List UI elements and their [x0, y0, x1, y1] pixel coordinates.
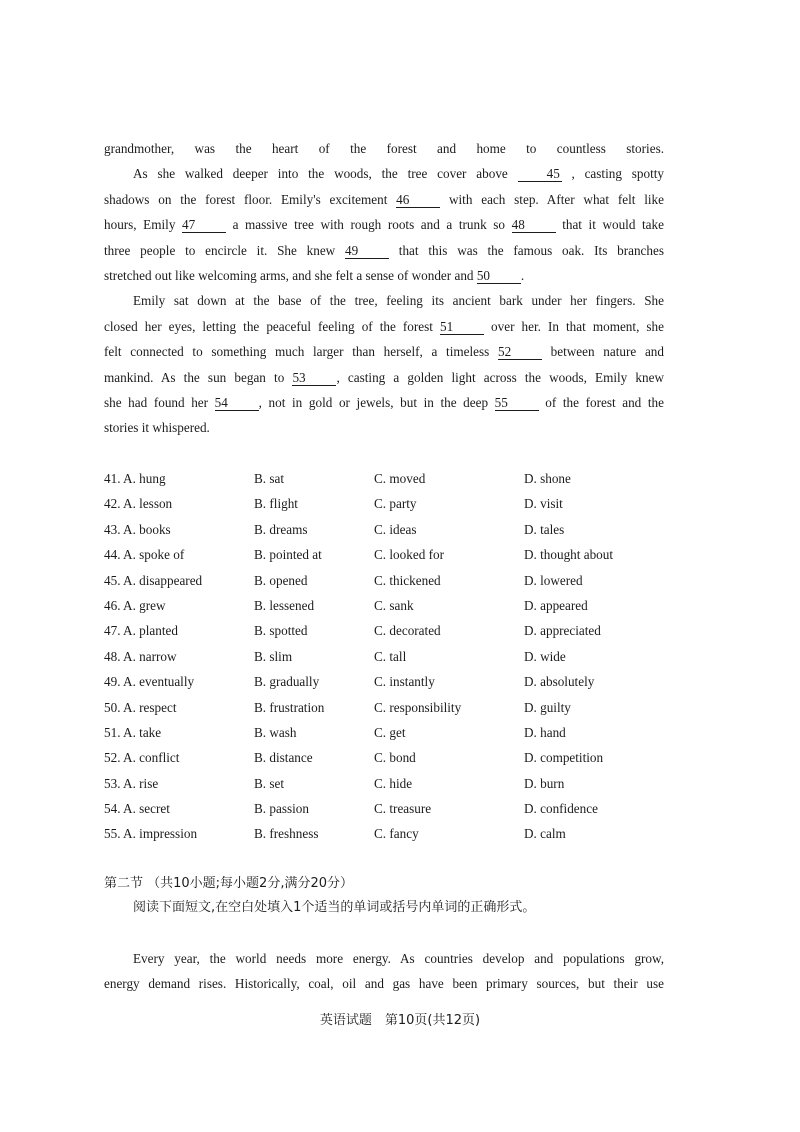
option-b: B. spotted	[254, 623, 308, 639]
option-c: C. party	[374, 496, 417, 512]
option-row	[104, 821, 684, 846]
section-instruction: 阅读下面短文,在空白处填入1个适当的单词或括号内单词的正确形式。	[133, 900, 536, 915]
option-row	[104, 745, 684, 770]
passage-line: felt connected to something much larger than herself, a timeless 52 between nature and	[104, 344, 664, 360]
blank-52: 52	[498, 344, 542, 360]
cloze-passage	[104, 136, 664, 441]
option-d: D. calm	[524, 826, 566, 842]
passage-line: mankind. As the sun began to 53 , casting a golden light across the woods, Emily knew	[104, 369, 664, 385]
option-a: 55. A. impression	[104, 826, 198, 842]
option-a: 50. A. respect	[104, 699, 177, 715]
option-c: C. instantly	[374, 674, 435, 690]
option-b: B. freshness	[254, 826, 319, 842]
option-b: B. sat	[254, 471, 285, 486]
option-b: B. flight	[254, 496, 298, 512]
passage-line: three people to encircle it. She knew 49 that this was the famous oak. Its branches	[104, 242, 664, 258]
option-d: D. competition	[524, 750, 604, 766]
option-c: C. bond	[374, 750, 416, 766]
option-c: C. tall	[374, 648, 407, 664]
option-row	[104, 542, 684, 567]
option-b: B. frustration	[254, 699, 325, 715]
option-b: B. wash	[254, 724, 297, 740]
passage-line: Emily sat down at the base of the tree, feeling its ancient bark under her fingers. She	[133, 293, 664, 309]
answer-options-table	[104, 466, 684, 847]
option-b: B. passion	[254, 801, 309, 817]
option-c: C. thickened	[374, 572, 441, 588]
option-row	[104, 517, 684, 542]
passage-line: As she walked deeper into the woods, the tree cover above 45 , casting spotty	[133, 166, 664, 182]
option-b: B. dreams	[254, 521, 308, 537]
option-c: C. ideas	[374, 521, 417, 537]
option-row	[104, 695, 684, 720]
option-d: D. absolutely	[524, 674, 595, 690]
option-a: 54. A. secret	[104, 801, 170, 817]
grammar-passage	[104, 946, 664, 997]
option-c: C. get	[374, 724, 406, 740]
option-a: 53. A. rise	[104, 775, 159, 791]
option-row	[104, 593, 684, 618]
option-row	[104, 796, 684, 821]
option-d: D. wide	[524, 648, 566, 664]
section-heading: 第二节 （共10小题;每小题2分,满分20分）	[104, 876, 353, 891]
option-d: D. confidence	[524, 801, 598, 817]
option-d: D. visit	[524, 496, 563, 512]
option-row	[104, 644, 684, 669]
option-row	[104, 491, 684, 516]
passage-line: stories it whispered.	[104, 420, 210, 436]
option-row	[104, 771, 684, 796]
option-d: D. guilty	[524, 699, 571, 715]
blank-55: 55	[495, 395, 539, 411]
option-a: 44. A. spoke of	[104, 547, 185, 563]
option-row	[104, 466, 684, 491]
option-a: 52. A. conflict	[104, 750, 180, 766]
passage-line: Every year, the world needs more energy. As countries develop and populations grow,	[133, 951, 664, 966]
passage-line: closed her eyes, letting the peaceful feeling of the forest 51 over her. In that moment, she	[104, 318, 664, 334]
blank-53: 53	[292, 370, 336, 386]
option-b: B. slim	[254, 648, 293, 664]
section-two	[104, 872, 664, 920]
option-b: B. opened	[254, 572, 308, 588]
option-c: C. moved	[374, 471, 426, 486]
option-c: C. sank	[374, 597, 414, 613]
option-a: 47. A. planted	[104, 623, 178, 639]
option-row	[104, 720, 684, 745]
option-a: 48. A. narrow	[104, 648, 177, 664]
passage-line: hours, Emily 47 a massive tree with rough roots and a trunk so 48 that it would take	[104, 217, 664, 233]
option-d: D. appreciated	[524, 623, 601, 639]
option-c: C. looked for	[374, 547, 444, 563]
option-b: B. gradually	[254, 674, 320, 690]
option-a: 42. A. lesson	[104, 496, 173, 512]
option-b: B. lessened	[254, 597, 315, 613]
option-a: 41. A. hung	[104, 471, 166, 486]
blank-46: 46	[396, 192, 440, 208]
option-c: C. decorated	[374, 623, 441, 639]
passage-line: she had found her 54 , not in gold or jewels, but in the deep 55 of the forest and the	[104, 395, 664, 411]
passage-line: shadows on the forest floor. Emily's excitement 46 with each step. After what felt like	[104, 191, 665, 207]
blank-49: 49	[345, 243, 389, 259]
option-d: D. thought about	[524, 547, 614, 563]
option-d: D. lowered	[524, 572, 583, 588]
option-b: B. set	[254, 775, 285, 791]
blank-47: 47	[182, 217, 226, 233]
page-footer: 英语试题 第10页(共12页)	[319, 1013, 481, 1028]
option-d: D. burn	[524, 775, 565, 791]
option-row	[104, 618, 684, 643]
option-c: C. hide	[374, 775, 413, 791]
option-a: 43. A. books	[104, 521, 171, 537]
blank-54: 54	[215, 395, 259, 411]
option-a: 46. A. grew	[104, 597, 166, 613]
option-d: D. appeared	[524, 597, 588, 613]
option-c: C. responsibility	[374, 699, 462, 715]
option-b: B. distance	[254, 750, 313, 766]
option-c: C. fancy	[374, 826, 419, 842]
option-a: 49. A. eventually	[104, 674, 195, 690]
blank-51: 51	[440, 319, 484, 335]
passage-line: stretched out like welcoming arms, and she felt a sense of wonder and 50 .	[104, 268, 525, 284]
passage-line: energy demand rises. Historically, coal, oil and gas have been primary sources, but their use	[104, 976, 664, 992]
option-d: D. hand	[524, 724, 566, 740]
passage-line: grandmother, was the heart of the forest and home to countless stories.	[104, 141, 664, 156]
blank-48: 48	[512, 217, 556, 233]
option-d: D. shone	[524, 471, 571, 486]
option-row	[104, 669, 684, 694]
option-d: D. tales	[524, 521, 565, 537]
blank-50: 50	[477, 268, 521, 284]
option-c: C. treasure	[374, 801, 432, 817]
blank-45: 45	[518, 166, 562, 182]
option-a: 45. A. disappeared	[104, 572, 203, 588]
option-row	[104, 568, 684, 593]
option-b: B. pointed at	[254, 547, 322, 563]
option-a: 51. A. take	[104, 724, 162, 740]
